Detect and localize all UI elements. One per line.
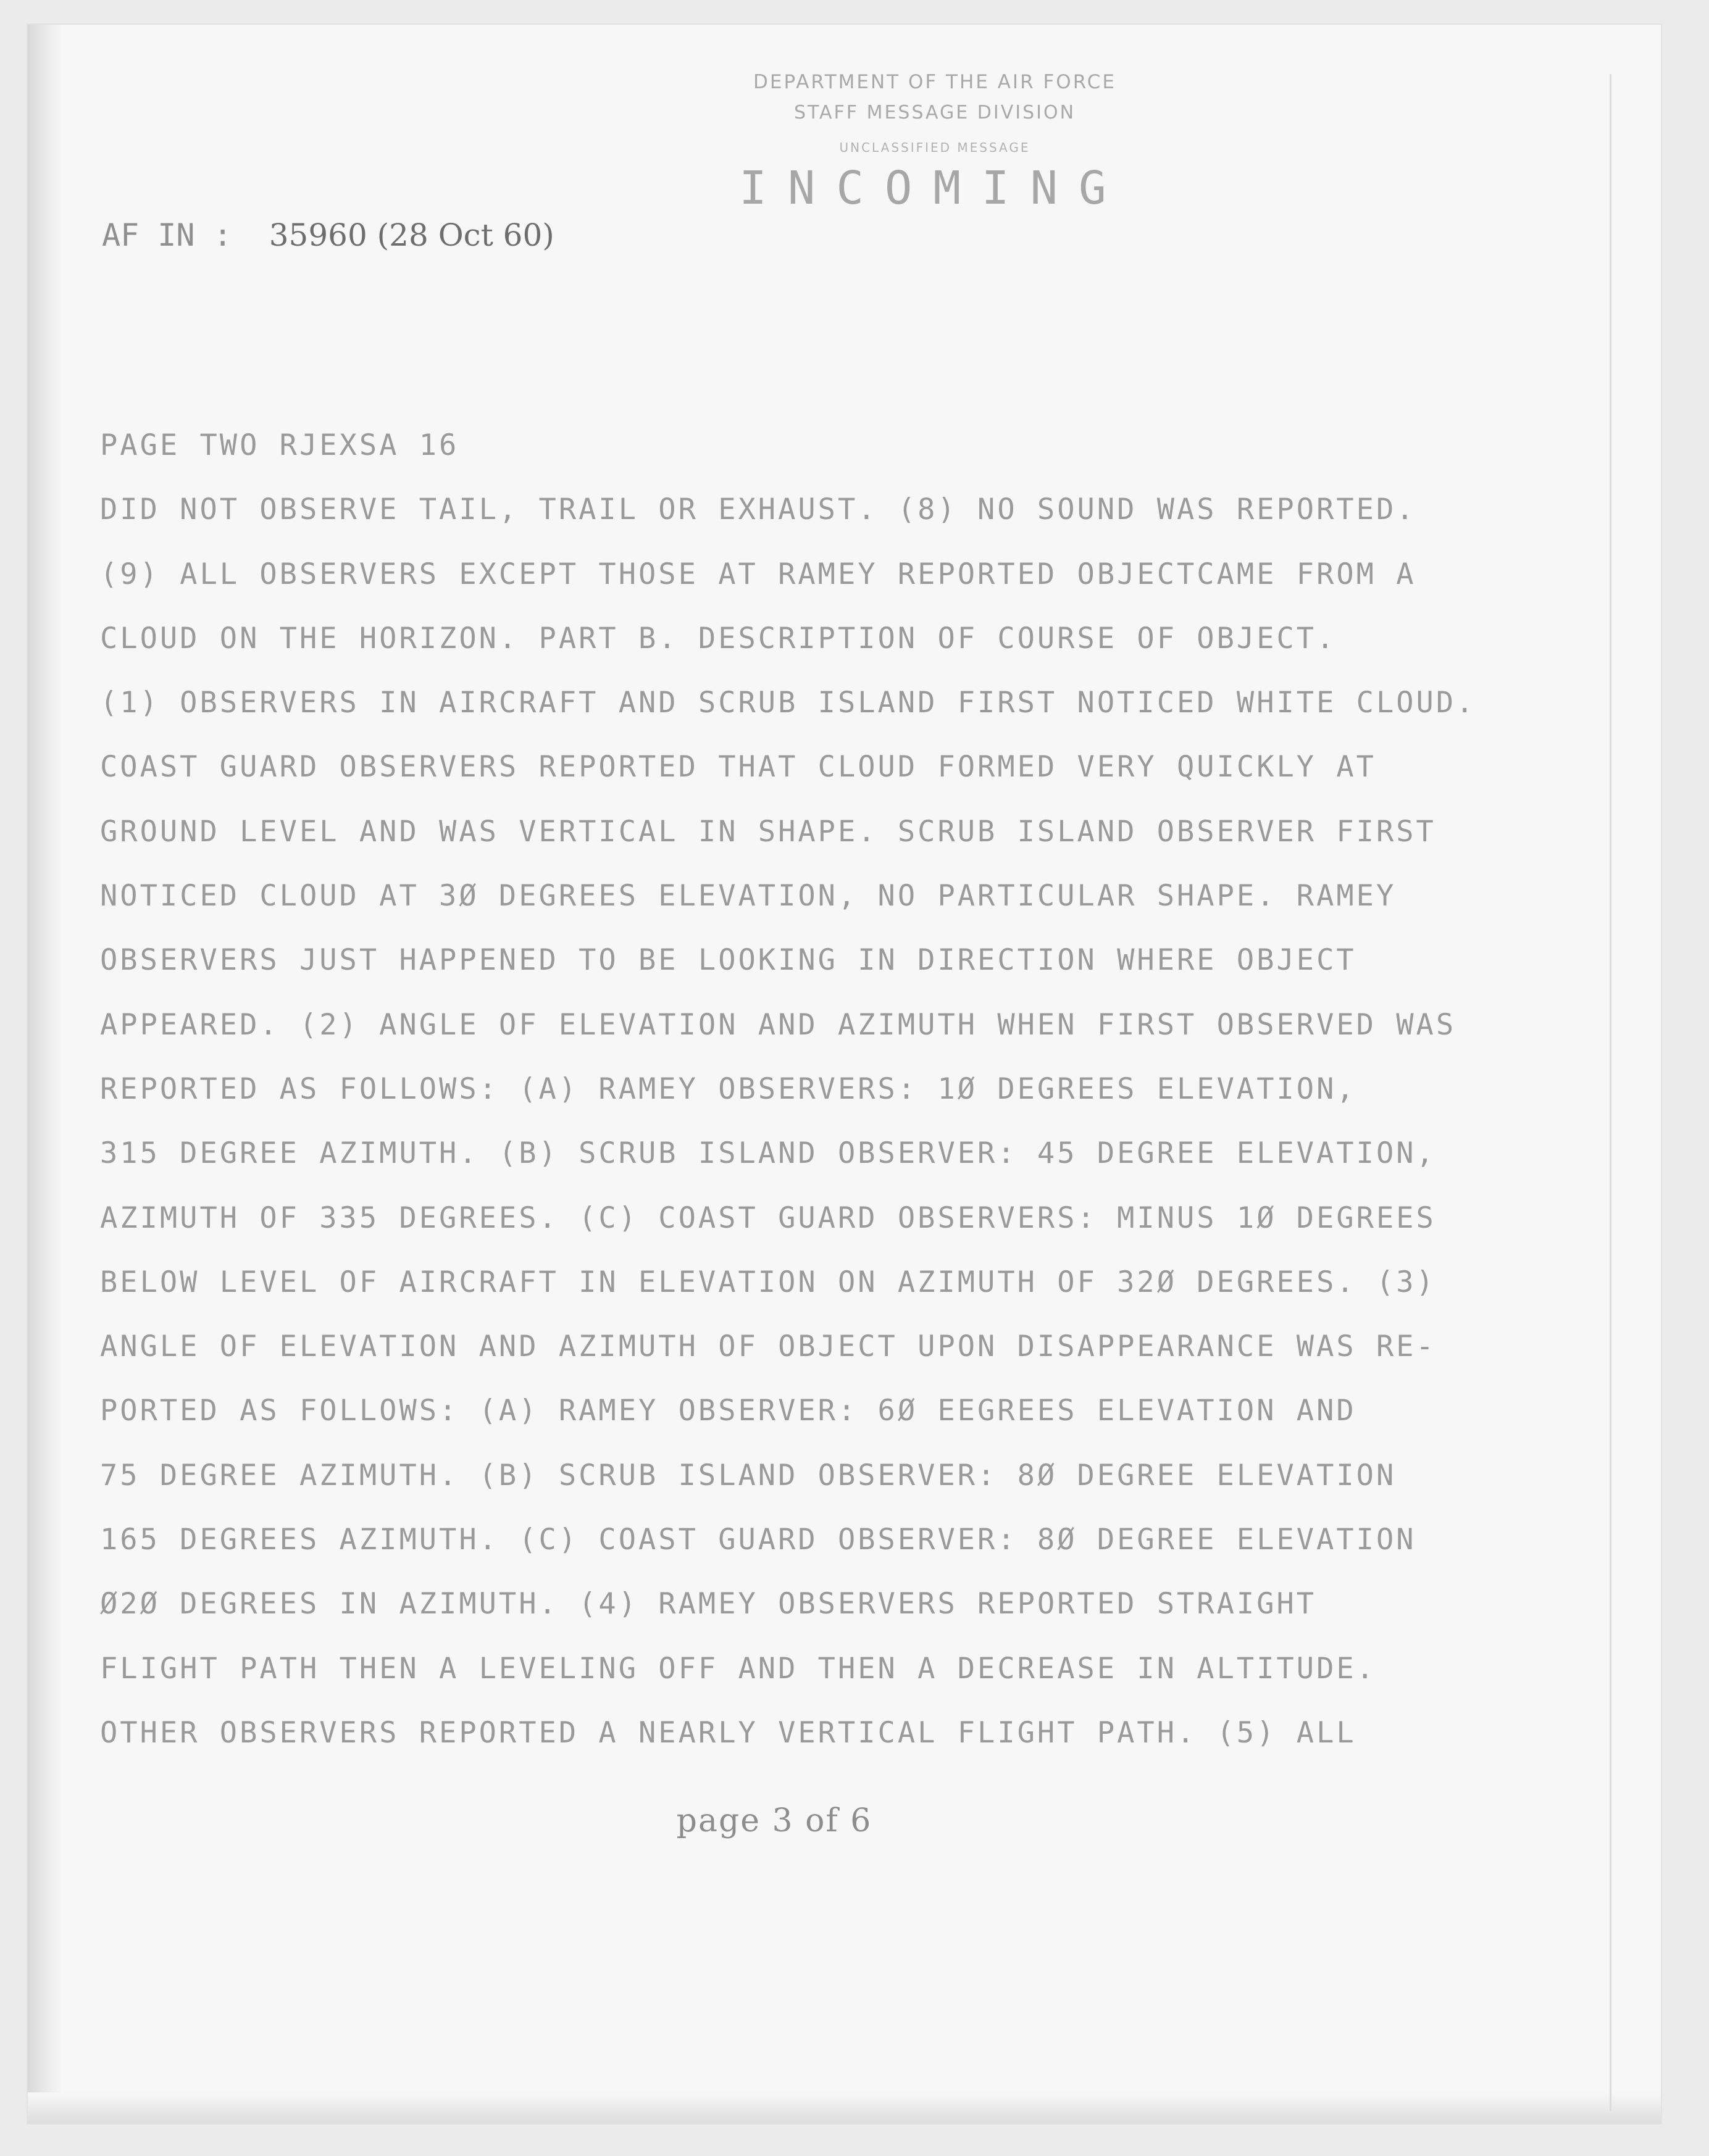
message-body xyxy=(100,414,1582,1765)
message-reference-label: AF IN : xyxy=(102,217,232,253)
body-line: ANGLE OF ELEVATION AND AZIMUTH OF OBJECT UPON DISAPPEARANCE WAS RE- xyxy=(100,1330,1436,1364)
message-reference-number: 35960 (28 Oct 60) xyxy=(269,217,554,253)
message-reference xyxy=(102,217,554,253)
body-line: 75 DEGREE AZIMUTH. (B) SCRUB ISLAND OBSERVER: 8Ø DEGREE ELEVATION xyxy=(100,1458,1397,1492)
body-line: REPORTED AS FOLLOWS: (A) RAMEY OBSERVERS: 1Ø DEGREES ELEVATION, xyxy=(100,1072,1356,1106)
body-line: (1) OBSERVERS IN AIRCRAFT AND SCRUB ISLAND FIRST NOTICED WHITE CLOUD. xyxy=(100,686,1476,720)
sheet-bottom-shadow xyxy=(28,2092,1661,2123)
body-line: DID NOT OBSERVE TAIL, TRAIL OR EXHAUST. (8) NO SOUND WAS REPORTED. xyxy=(100,493,1416,527)
body-line: PAGE TWO RJEXSA 16 xyxy=(100,428,459,462)
page-number: page 3 of 6 xyxy=(676,1802,872,1839)
body-line: CLOUD ON THE HORIZON. PART B. DESCRIPTION OF COURSE OF OBJECT. xyxy=(100,621,1337,656)
body-line: COAST GUARD OBSERVERS REPORTED THAT CLOUD FORMED VERY QUICKLY AT xyxy=(100,750,1376,785)
incoming-stamp: INCOMING xyxy=(739,162,1127,215)
body-line: AZIMUTH OF 335 DEGREES. (C) COAST GUARD OBSERVERS: MINUS 1Ø DEGREES xyxy=(100,1201,1436,1235)
body-line: GROUND LEVEL AND WAS VERTICAL IN SHAPE. SCRUB ISLAND OBSERVER FIRST xyxy=(100,814,1436,849)
body-line: (9) ALL OBSERVERS EXCEPT THOSE AT RAMEY REPORTED OBJECTCAME FROM A xyxy=(100,557,1416,591)
body-line: OBSERVERS JUST HAPPENED TO BE LOOKING IN DIRECTION WHERE OBJECT xyxy=(100,943,1356,978)
body-line: OTHER OBSERVERS REPORTED A NEARLY VERTICAL FLIGHT PATH. (5) ALL xyxy=(100,1715,1356,1750)
body-line: 315 DEGREE AZIMUTH. (B) SCRUB ISLAND OBSERVER: 45 DEGREE ELEVATION, xyxy=(100,1136,1436,1171)
body-line: BELOW LEVEL OF AIRCRAFT IN ELEVATION ON AZIMUTH OF 32Ø DEGREES. (3) xyxy=(100,1265,1436,1299)
body-line: APPEARED. (2) ANGLE OF ELEVATION AND AZIMUTH WHEN FIRST OBSERVED WAS xyxy=(100,1007,1456,1042)
classification-header: UNCLASSIFIED MESSAGE xyxy=(839,140,1030,155)
division-header: STAFF MESSAGE DIVISION xyxy=(793,102,1076,123)
body-line: NOTICED CLOUD AT 3Ø DEGREES ELEVATION, NO PARTICULAR SHAPE. RAMEY xyxy=(100,879,1397,914)
body-line: FLIGHT PATH THEN A LEVELING OFF AND THEN A DECREASE IN ALTITUDE. xyxy=(100,1651,1376,1686)
body-line: 165 DEGREES AZIMUTH. (C) COAST GUARD OBSERVER: 8Ø DEGREE ELEVATION xyxy=(100,1523,1416,1557)
department-header: DEPARTMENT OF THE AIR FORCE xyxy=(753,71,1116,93)
body-line: Ø2Ø DEGREES IN AZIMUTH. (4) RAMEY OBSERVERS REPORTED STRAIGHT xyxy=(100,1587,1317,1621)
body-line: PORTED AS FOLLOWS: (A) RAMEY OBSERVER: 6Ø EEGREES ELEVATION AND xyxy=(100,1394,1356,1428)
